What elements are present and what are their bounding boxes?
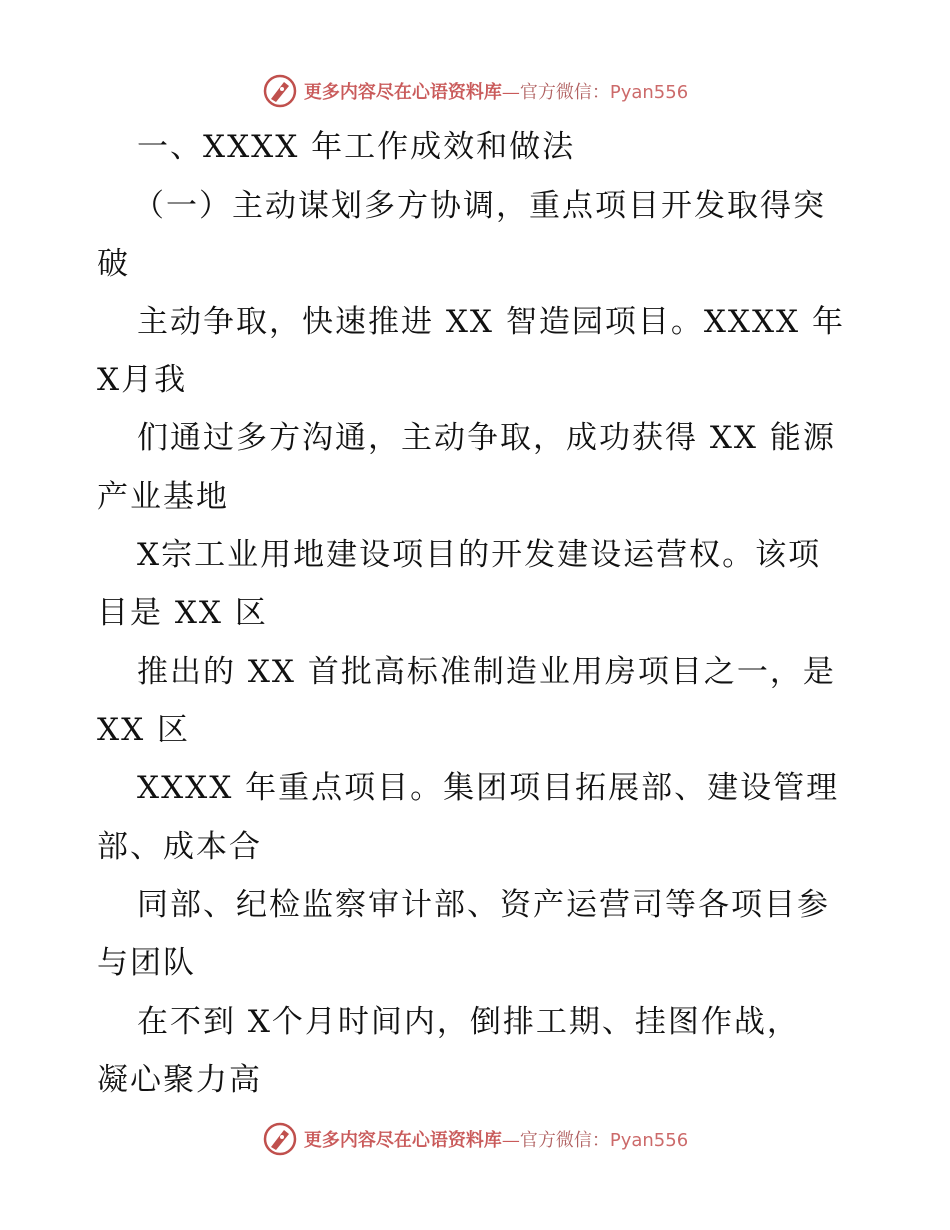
footer-dash: — <box>501 1130 520 1151</box>
footer-wechat-label: 官方微信： <box>519 1130 610 1151</box>
footer-banner <box>0 1119 950 1159</box>
paragraph-line: 部、成本合 <box>97 829 262 865</box>
footer-site-name: 更多内容尽在心语资料库 <box>303 1130 502 1151</box>
section-heading: 一、XXXX 年工作成效和做法 <box>137 129 576 165</box>
subsection-heading: （一）主动谋划多方协调，重点项目开发取得突 <box>133 188 826 224</box>
pen-nib-logo-icon <box>262 1121 298 1157</box>
paragraph-line: 与团队 <box>97 945 196 981</box>
header-banner-text <box>304 78 688 104</box>
pen-nib-logo-icon <box>262 73 298 109</box>
paragraph-line: XXXX 年重点项目。集团项目拓展部、建设管理 <box>137 770 840 806</box>
paragraph-line: X宗工业用地建设项目的开发建设运营权。该项 <box>137 537 822 573</box>
footer-wechat-id: Pyan556 <box>609 1130 689 1151</box>
header-wechat-id: Pyan556 <box>609 82 689 103</box>
paragraph-line: 在不到 X个月时间内，倒排工期、挂图作战， <box>137 1004 800 1040</box>
subsection-heading-cont: 破 <box>97 246 130 282</box>
paragraph-line: 产业基地 <box>97 479 229 515</box>
paragraph-line: 们通过多方沟通，主动争取，成功获得 XX 能源 <box>137 420 836 456</box>
paragraph-line: 凝心聚力高 <box>97 1062 262 1098</box>
footer-banner-text <box>304 1126 688 1152</box>
header-dash: — <box>501 82 520 103</box>
paragraph-line: 同部、纪检监察审计部、资产运营司等各项目参 <box>137 887 830 923</box>
header-site-name: 更多内容尽在心语资料库 <box>303 82 502 103</box>
header-wechat-label: 官方微信： <box>519 82 610 103</box>
paragraph-line: X月我 <box>97 362 188 398</box>
paragraph-line: 主动争取，快速推进 XX 智造园项目。XXXX 年 <box>137 304 845 340</box>
header-banner <box>0 71 950 111</box>
paragraph-line: 推出的 XX 首批高标准制造业用房项目之一，是 <box>137 654 836 690</box>
paragraph-line: XX 区 <box>97 712 190 748</box>
paragraph-line: 目是 XX 区 <box>97 595 268 631</box>
